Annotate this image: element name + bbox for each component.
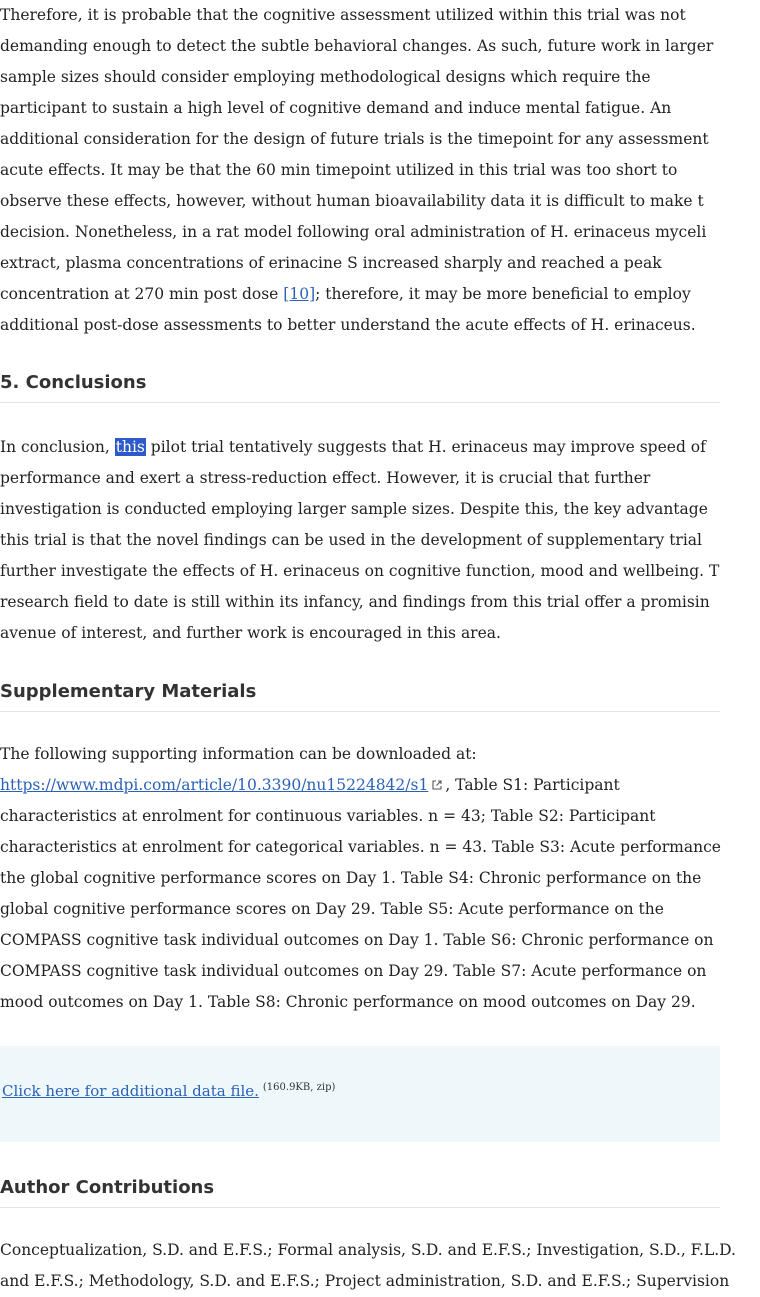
text-segment: ; therefore, it may be more beneficial to employ (315, 285, 691, 303)
text-segment: In conclusion, (0, 438, 115, 456)
text-line: characteristics at enrolment for continuous variables. n = 43; Table S2: Participant (0, 807, 656, 825)
text-line: sample sizes should consider employing methodological designs which require the (0, 68, 651, 86)
text-line: extract, plasma concentrations of erinacine S increased sharply and reached a peak (0, 254, 662, 272)
text-line: further investigate the effects of H. erinaceus on cognitive function, mood and wellbeing. T (0, 562, 720, 580)
text-segment: concentration at 270 min post dose (0, 285, 284, 303)
text-line: observe these effects, however, without human bioavailability data it is difficult to make t (0, 192, 704, 210)
text-line: research field to date is still within its infancy, and findings from this trial offer a promisin (0, 593, 710, 611)
text-line (0, 770, 760, 801)
text-line: and E.F.S.; Methodology, S.D. and E.F.S.; Project administration, S.D. and E.F.S.; Supervision (0, 1272, 730, 1290)
section-heading-conclusions: 5. Conclusions (0, 372, 720, 403)
text-line: COMPASS cognitive task individual outcomes on Day 1. Table S6: Chronic performance on (0, 931, 714, 949)
supplementary-paragraph (0, 739, 760, 1018)
text-line: global cognitive performance scores on Day 29. Table S5: Acute performance on the (0, 900, 664, 918)
text-line: participant to sustain a high level of cognitive demand and induce mental fatigue. An (0, 99, 672, 117)
text-line (0, 432, 760, 463)
text-line: additional post-dose assessments to better understand the acute effects of H. erinaceus. (0, 316, 696, 334)
text-line: demanding enough to detect the subtle behavioral changes. As such, future work in larger (0, 37, 714, 55)
reference-link-10[interactable]: [10] (283, 285, 316, 303)
additional-data-file-box (0, 1046, 720, 1142)
data-file-row (2, 1082, 335, 1100)
text-line: COMPASS cognitive task individual outcomes on Day 29. Table S7: Acute performance on (0, 962, 707, 980)
selected-text-highlight[interactable]: this (115, 438, 145, 456)
conclusions-paragraph (0, 432, 760, 649)
text-line: additional consideration for the design of future trials is the timepoint for any assessment (0, 130, 709, 148)
text-line (0, 279, 760, 310)
text-line: the global cognitive performance scores on Day 1. Table S4: Chronic performance on the (0, 869, 702, 887)
additional-data-file-link[interactable]: Click here for additional data file. (2, 1082, 259, 1100)
text-segment: , Table S1: Participant (445, 776, 620, 794)
text-line: Therefore, it is probable that the cognitive assessment utilized within this trial was not (0, 6, 686, 24)
author-contributions-paragraph (0, 1235, 760, 1297)
text-line: acute effects. It may be that the 60 min timepoint utilized in this trial was too short to (0, 161, 678, 179)
text-line: investigation is conducted employing larger sample sizes. Despite this, the key advantage (0, 500, 708, 518)
text-line: this trial is that the novel findings can be used in the development of supplementary trial (0, 531, 702, 549)
text-segment: pilot trial tentatively suggests that H. erinaceus may improve speed of (145, 438, 706, 456)
external-link-icon (432, 780, 442, 790)
text-line: mood outcomes on Day 1. Table S8: Chronic performance on mood outcomes on Day 29. (0, 993, 696, 1011)
text-line: decision. Nonetheless, in a rat model following oral administration of H. erinaceus myceli (0, 223, 707, 241)
text-line: The following supporting information can be downloaded at: (0, 745, 477, 763)
discussion-paragraph (0, 0, 760, 341)
text-line: Conceptualization, S.D. and E.F.S.; Formal analysis, S.D. and E.F.S.; Investigation, S.D., F.L.D. (0, 1241, 736, 1259)
text-line: avenue of interest, and further work is encouraged in this area. (0, 624, 501, 642)
supplementary-url-link[interactable]: https://www.mdpi.com/article/10.3390/nu15224842/s1 (0, 776, 429, 794)
file-size-label: (160.9KB, zip) (262, 1082, 336, 1093)
text-line: performance and exert a stress-reduction effect. However, it is crucial that further (0, 469, 651, 487)
text-line: characteristics at enrolment for categorical variables. n = 43. Table S3: Acute performance (0, 838, 721, 856)
section-heading-author-contributions: Author Contributions (0, 1177, 720, 1208)
section-heading-supplementary: Supplementary Materials (0, 681, 720, 712)
